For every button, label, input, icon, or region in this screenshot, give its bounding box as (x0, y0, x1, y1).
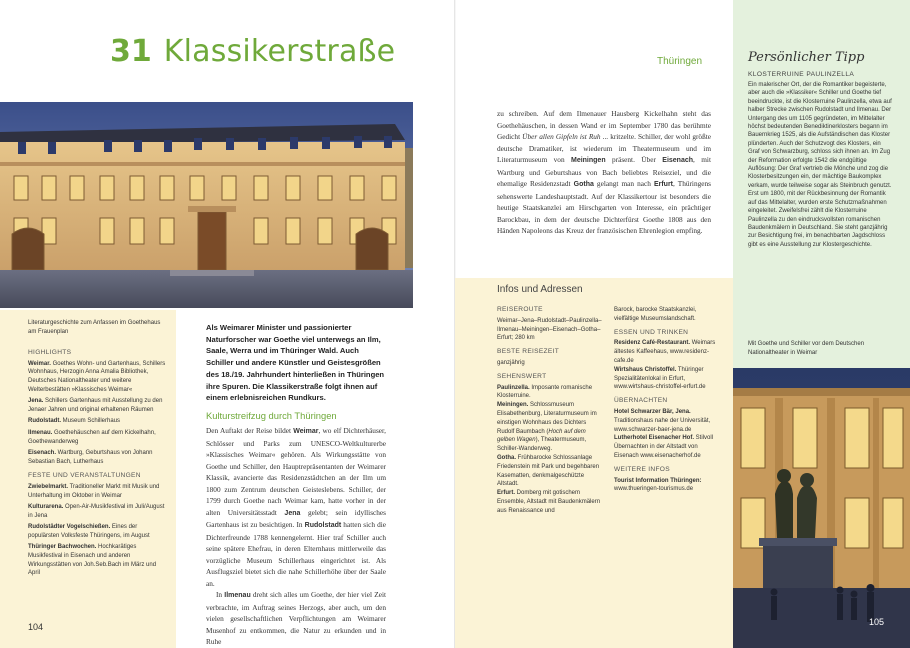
continued-text: zu schreiben. Auf dem Ilmenauer Hausberg Kickelhahn steht das Goethehäuschen, in dessen Wand er im September 1780 das berühmte Gedicht Über allen Gipfeln ist Ruh ... kritzelte. Schiller, der wohl größte deutsche Dramatiker, ist wiederum im Theatermuseum und im Literaturmuseum von Meiningen präsent. Über Eisenach, mit Wartburg und Geburtshaus von Bach beliebtes Reiseziel, und die ehemalige Residenzstadt Gotha gelangt man nach Erfurt, Thüringens sehenswerte Landeshauptstadt. Auf der Klassikertour ist besonders die heutige Staatskanzlei am Hirschgarten von Interesse, ein prächtiger Barockbau, in dem der deutsche Dichterfürst Goethe 1808 aus den Händen Napoleons das Kreuz der französischen Ehrenlegion empfing. (497, 109, 711, 235)
highlight-item: Ilmenau. Goethehäuschen auf dem Kickelhahn, Goethewanderweg (28, 429, 156, 445)
photo-caption: Literaturgeschichte zum Anfassen im Goethehaus am Frauenplan (28, 320, 161, 335)
more-info-item: Tourist Information Thüringen: www.thueringen-tourismus.de (614, 477, 702, 493)
sight-item: Meiningen. Schlossmuseum Elisabethenburg, Literaturmuseum im einstigen Wohnhaus des Dichters Rudolf Baumbach (Hoch auf dem gelben Wagen), Theatermuseum, Schiller-Wanderweg. (497, 402, 597, 453)
stay-heading: ÜBERNACHTEN (614, 397, 668, 405)
sights-heading: SEHENSWERT (497, 372, 547, 380)
season-text: ganzjährig (497, 359, 525, 366)
tip-title: Persönlicher Tipp (748, 50, 865, 65)
body-paragraph: In Ilmenau dreht sich alles um Goethe, der hier viel Zeit verbrachte, im Auftrag seines Herzogs, aber auch, um den vielen gesellschaftlichen Verpflichtungen am Weimarer Musenhof zu entkommen, die Natur zu erkunden und in Ruhe (206, 590, 386, 647)
festival-item: Kulturarena. Open-Air-Musikfestival im Juli/August in Jena (28, 504, 165, 519)
region-label: Thüringen (657, 56, 703, 67)
page-number-right: 105 (869, 617, 885, 627)
chapter-title (110, 34, 395, 69)
stay-item: Lutherhotel Eisenacher Hof. Stilvoll Übernachten in der Altstadt von Eisenach www.eisenacherhof.de (614, 435, 714, 459)
more-info-heading: WEITERE INFOS (614, 465, 670, 473)
festival-item: Rudolstädter Vogelschießen. Eines der populärsten Volksfeste Thüringens, im August (28, 524, 150, 539)
highlight-item: Jena. Schillers Gartenhaus mit Ausstellung zu den Jenaer Jahren und original erhaltenen Räumen (28, 398, 163, 413)
section-subheading: Kulturstreifzug durch Thüringen (206, 409, 337, 421)
tip-heading: KLOSTERRUINE PAULINZELLA (748, 71, 855, 78)
body-paragraph: Den Auftakt der Reise bildet Weimar, wo elf Dichterhäuser, Schlösser und Parks zum UNESCO-Weltkulturerbe »Klassisches Weimar« gehören. Als Wirkungsstätte von Goethe und Schiller, den Hauptrepräsentanten der Weimarer Klassik, avancierte das Residenzstädtchen an der Ilm um 1800 zum Zentrum deutschen Geisteslebens. Schiller, der 1799 durch Goethe nach Weimar kam, hatte vorher in der alten Universitätsstadt Jena gelebt; sein idyllisches Gartenhaus ist zu besichtigen. In Rudolstadt hatten sich die Dichterfreunde 1788 kennengelernt. Hier traf Schiller auch seine spätere Ehefrau, in deren Elternhaus mittlerweile das vorzügliche Museum Schillerhaus eingerichtet ist. Als Ausflugsziel bietet sich die nahe Schillerhöhe über der Saale an. (206, 426, 387, 588)
highlight-item: Weimar. Goethes Wohn- und Gartenhaus, Schillers Wohnhaus, Herzogin Anna Amalia Bibliothek, Deutsches Nationaltheater und weitere Welterbestätten »Klassisches Weimar« (28, 360, 166, 393)
route-heading: REISEROUTE (497, 306, 543, 313)
chapter-title-text: Klassikerstraße (163, 34, 396, 69)
chapter-number: 31 (110, 34, 152, 69)
photo-caption: Mit Goethe und Schiller vor dem Deutschen Nationaltheater in Weimar (748, 341, 865, 356)
food-heading: ESSEN UND TRINKEN (614, 328, 689, 336)
sight-item: Erfurt. Domberg mit gotischem Ensemble, Altstadt mit Baudenkmälern aus Renaissance und (497, 490, 601, 514)
festival-item: Thüringer Bachwochen. Hochkarätiges Musikfestival in Eisenach und anderen Wirkungsstätten von Joh.Seb.Bach im März und April (28, 544, 157, 577)
festivals-heading: FESTE UND VERANSTALTUNGEN (28, 472, 141, 480)
food-item: Wirtshaus Christoffel. Thüringer Spezialitätenlokal in Erfurt, www.wirtshaus-christoffel-erfurt.de (614, 366, 706, 391)
season-heading: BESTE REISEZEIT (497, 348, 560, 356)
goethehaus-photo (0, 102, 413, 308)
infos-box (455, 278, 733, 648)
page-number-left: 104 (28, 622, 44, 632)
sight-continued: Barock, barocke Staatskanzlei, vielfältige Museumslandschaft. (614, 307, 697, 322)
stay-item: Hotel Schwarzer Bär, Jena. Traditionshaus nahe der Universität, www.schwarzer-baer-jena.de (614, 408, 711, 433)
infos-column-right (614, 301, 719, 516)
sight-item: Gotha. Frühbarocke Schlossanlage Friedenstein mit Park und begehbaren Kasematten, denkmalgeschützte Altstadt. (497, 454, 600, 488)
highlight-item: Eisenach. Wartburg, Geburtshaus von Johann Sebastian Bach, Lutherhaus (28, 450, 153, 465)
goethe-schiller-monument-photo (733, 368, 910, 648)
infos-title: Infos und Adressen (497, 284, 583, 295)
highlights-heading: HIGHLIGHTS (28, 349, 72, 357)
left-info-sidebar (0, 310, 176, 648)
sight-item: Paulinzella. Imposante romanische Klosterruine. (497, 384, 593, 400)
festival-item: Zwiebelmarkt. Traditioneller Markt mit Musik und Unterhaltung im Oktober in Weimar (28, 483, 160, 499)
route-text: Weimar–Jena–Rudolstadt–Paulinzella–Ilmenau–Meiningen–Eisenach–Gotha–Erfurt; 280 km (497, 317, 602, 342)
food-item: Residenz Café-Restaurant. Weimars ältestes Kaffeehaus, www.residenz-cafe.de (614, 340, 716, 364)
lead-paragraph: Als Weimarer Minister und passionierter Naturforscher war Goethe viel unterwegs an Ilm, Saale, Werra und im Thüringer Wald. Auch Schiller und andere Künstler und Geistesgrößen des 18./19. Jahrhundert hinterließen in Thüringen ihre Spuren. Die Klassikerstraße folgt ihnen auf einem erlebnisreichen Rundkurs. (206, 323, 385, 403)
tip-body: Ein malerischer Ort, der die Romantiker begeisterte, aber auch die »Klassiker« Schiller und Goethe tief beeindruckte, ist die Klosterruine Paulinzella, etwa auf halber Strecke zwischen Rudolstadt und Ilmenau. Der Untergang des um 1105 gegründeten, im Mittelalter höchst bedeutenden Benediktinerklosters begann im Bauernkrieg 1525, als die Aufständischen das Kloster plünderten. Auch der Schutzvogt des Klosters, ein Graf von Schwarzburg, schloss sich ihnen an. Im Zug der Reformation erfolgte 1542 die endgültige Auflösung: Der Graf vertrieb die Mönche und zog die Klosterbesitzungen ein, der mächtige Baukomplex verkam, wurde teilweise sogar als Steinbruch genutzt. Erst um 1800, mit der Rückbesinnung der Romantik auf das Mittelalter, wurden erste Schutzmaßnahmen eingeleitet. Zweifelsfrei zählt die Klosterruine Paulinzella zu den eindrucksvollsten romanischen Baudenkmälern in Deutschland. Sie steht ganzjährig zur Besichtigung frei, im benachbarten Jagdschloss gibt es eine Ausstellung zur Klostergeschichte. (748, 82, 892, 248)
main-text-column (206, 322, 386, 648)
highlight-item: Rudolstadt. Museum Schillerhaus (28, 418, 121, 425)
infos-column-left (497, 301, 602, 516)
personal-tip-box (733, 0, 910, 368)
